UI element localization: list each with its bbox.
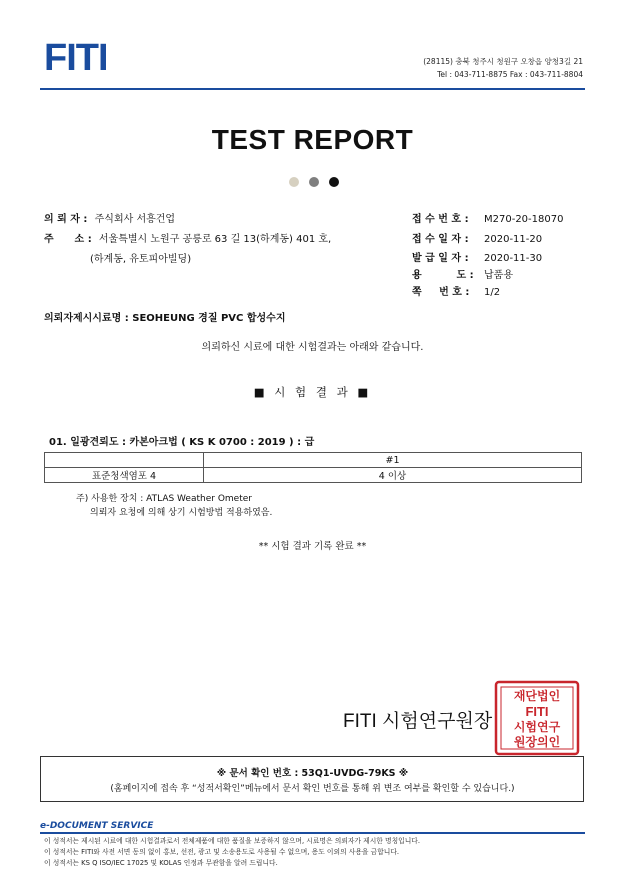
address-value-1: 서울특별시 노원구 공릉로 63 길 13(하계동) 401 호, [98, 234, 332, 245]
sample-name: 의뢰자제시시료명 : SEOHEUNG 경질 PVC 합성수지 [44, 313, 286, 324]
issue-date-value: 2020-11-30 [484, 253, 543, 264]
footer-line-3: 이 성적서는 KS Q ISO/IEC 17025 및 KOLAS 인정과 무관함을 알려 드립니다. [44, 859, 278, 867]
e-document-service-label: e-DOCUMENT SERVICE [40, 821, 154, 831]
address-line: (28115) 충북 청주시 청원구 오창읍 양청3길 21 [423, 57, 583, 66]
fiti-logo [44, 36, 144, 78]
logo-text: FITI [44, 37, 108, 78]
note-2: 의뢰자 요청에 의해 상기 시험방법 적용하였음. [90, 508, 273, 518]
table-header-row [45, 453, 582, 468]
address-row [44, 234, 331, 246]
intro-text: 의뢰하신 시료에 대한 시험결과는 아래와 같습니다. [201, 342, 424, 353]
svg-text:원장의인: 원장의인 [513, 735, 561, 749]
client-label: 의 뢰 자 : [44, 214, 88, 225]
svg-text:시험연구: 시험연구 [513, 720, 561, 734]
title-dots [289, 177, 339, 189]
purpose-label: 용 도 : [412, 270, 474, 281]
receipt-no-label: 접 수 번 호 : [412, 214, 469, 225]
svg-text:재단법인: 재단법인 [513, 689, 561, 703]
report-title: TEST REPORT [211, 124, 414, 155]
header-divider [40, 88, 585, 90]
issue-date-label: 발 급 일 자 : [412, 253, 469, 264]
table-row-label: 표준청색염포 4 [45, 468, 204, 483]
company-address [423, 55, 583, 81]
page-value: 1/2 [484, 287, 501, 298]
document-check-message: (홈페이지에 접속 후 “성적서확인”메뉴에서 문서 확인 번호를 통해 위 변조 여부를 확인할 수 있습니다.) [110, 784, 515, 794]
note-1: 주) 사용한 장치 : ATLAS Weather Ometer [76, 494, 252, 504]
signature-name: FITI 시험연구원장 [343, 711, 493, 732]
dot-1 [289, 177, 299, 187]
client-value: 주식회사 서흥건업 [94, 214, 176, 225]
client-row [44, 214, 175, 226]
dot-2 [309, 177, 319, 187]
footer-line-1: 이 성적서는 제시된 시료에 대한 시험결과로서 전체제품에 대한 품질을 보증하지 않으며, 시료명은 의뢰자가 제시한 명칭입니다. [44, 837, 420, 845]
table-row [45, 468, 582, 483]
document-check-box [40, 756, 584, 802]
address-value-2: (하계동, 유토피아빌딩) [90, 254, 192, 265]
page-label: 쪽 번 호 : [412, 287, 470, 298]
footer-divider [40, 832, 585, 834]
footer-notice [44, 836, 420, 869]
section-title: ■ 시 험 결 과 ■ [253, 385, 372, 399]
footer-line-2: 이 성적서는 FITI와 사전 서면 동의 없이 홍보, 선전, 광고 및 소송용도로 사용될 수 없으며, 용도 이외의 사용을 금합니다. [44, 848, 400, 856]
contact-line: Tel : 043-711-8875 Fax : 043-711-8804 [437, 70, 583, 79]
dot-3 [329, 177, 339, 187]
notes [76, 492, 272, 520]
address-label: 주 소 : [44, 234, 92, 245]
results-table [44, 452, 582, 483]
receipt-date-value: 2020-11-20 [484, 234, 543, 245]
receipt-date-label: 접 수 일 자 : [412, 234, 469, 245]
receipt-no-value: M270-20-18070 [484, 214, 564, 225]
document-check-number: ※ 문서 확인 번호 : 53Q1-UVDG-79KS ※ [216, 768, 409, 779]
end-of-record: ** 시험 결과 기록 완료 ** [258, 541, 367, 552]
official-seal [492, 680, 582, 756]
test-item-title: 01. 일광견뢰도 : 카본아크법 ( KS K 0700 : 2019 ) : 급 [49, 437, 315, 448]
table-row-value: 4 이상 [204, 468, 582, 483]
table-header-cell: #1 [204, 453, 582, 468]
purpose-value: 납품용 [484, 270, 513, 281]
svg-text:FITI: FITI [525, 704, 549, 719]
table-header-blank [45, 453, 204, 468]
